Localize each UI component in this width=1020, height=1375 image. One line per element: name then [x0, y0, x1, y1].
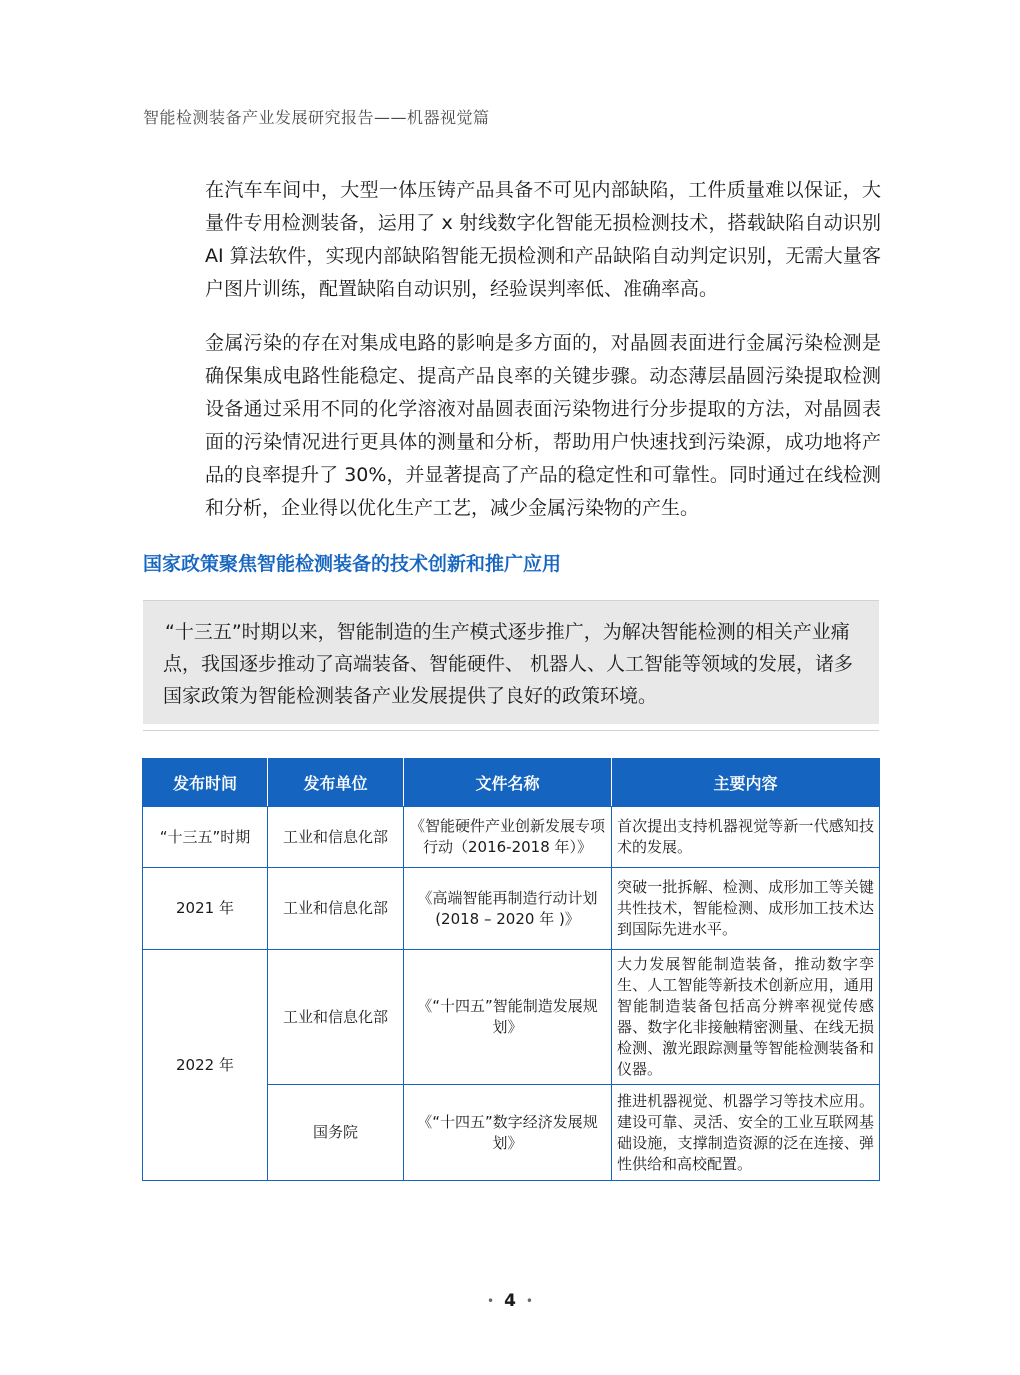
callout-divider	[143, 730, 879, 731]
cell-org: 国务院	[268, 1085, 404, 1181]
cell-period: 2022 年	[143, 950, 268, 1181]
body-paragraph-auto-casting: 在汽车车间中，大型一体压铸产品具备不可见内部缺陷，工件质量难以保证，大量件专用检测装备，运用了 x 射线数字化智能无损检测技术，搭载缺陷自动识别 AI 算法软件，实现内部缺陷智能无损检测和产品缺陷自动判定识别，无需大量客户图片训练，配置缺陷自动识别，经验误判率低、准确率高。	[205, 179, 881, 300]
cell-content: 大力发展智能制造装备，推动数字孪生、人工智能等新技术创新应用，通用智能制造装备包括高分辨率视觉传感器、数字化非接触精密测量、在线无损检测、激光跟踪测量等智能检测装备和仪器。	[612, 950, 880, 1085]
header-issuing-org: 发布单位	[268, 759, 404, 807]
policy-table	[142, 758, 880, 1181]
cell-content: 突破一批拆解、检测、成形加工等关键共性技术，智能检测、成形加工技术达到国际先进水平。	[612, 868, 880, 950]
cell-document: 《智能硬件产业创新发展专项行动（2016-2018 年）》	[404, 807, 612, 868]
callout-text: “十三五”时期以来，智能制造的生产模式逐步推广，为解决智能检测的相关产业痛点，我国逐步推动了高端装备、智能硬件、 机器人、人工智能等领域的发展，诸多国家政策为智能检测装备产业发展提供了良好的政策环境。	[163, 621, 854, 707]
table-header-row	[143, 759, 880, 807]
cell-document: 《高端智能再制造行动计划 (2018 – 2020 年 )》	[404, 868, 612, 950]
table-row	[143, 950, 880, 1085]
cell-period: “十三五”时期	[143, 807, 268, 868]
cell-org: 工业和信息化部	[268, 807, 404, 868]
cell-org: 工业和信息化部	[268, 950, 404, 1085]
header-document-name: 文件名称	[404, 759, 612, 807]
callout-box	[143, 600, 879, 724]
page-number: 4	[504, 1291, 516, 1311]
footer-dot-left: •	[487, 1294, 495, 1308]
cell-content: 推进机器视觉、机器学习等技术应用。建设可靠、灵活、安全的工业互联网基础设施，支撑制造资源的泛在连接、弹性供给和高校配置。	[612, 1085, 880, 1181]
page-footer	[0, 1291, 1020, 1311]
cell-period: 2021 年	[143, 868, 268, 950]
cell-org: 工业和信息化部	[268, 868, 404, 950]
header-release-time: 发布时间	[143, 759, 268, 807]
cell-content: 首次提出支持机器视觉等新一代感知技术的发展。	[612, 807, 880, 868]
footer-dot-right: •	[525, 1294, 533, 1308]
section-heading: 国家政策聚焦智能检测装备的技术创新和推广应用	[143, 553, 562, 575]
running-header: 智能检测装备产业发展研究报告——机器视觉篇	[143, 108, 490, 127]
cell-document: 《“十四五”数字经济发展规划》	[404, 1085, 612, 1181]
body-paragraph-metal-contamination: 金属污染的存在对集成电路的影响是多方面的，对晶圆表面进行金属污染检测是确保集成电路性能稳定、提高产品良率的关键步骤。动态薄层晶圆污染提取检测设备通过采用不同的化学溶液对晶圆表面污染物进行分步提取的方法，对晶圆表面的污染情况进行更具体的测量和分析，帮助用户快速找到污染源，成功地将产品的良率提升了 30%，并显著提高了产品的稳定性和可靠性。同时通过在线检测和分析，企业得以优化生产工艺，减少金属污染物的产生。	[205, 332, 881, 519]
header-main-content: 主要内容	[612, 759, 880, 807]
cell-document: 《“十四五”智能制造发展规划》	[404, 950, 612, 1085]
table-row	[143, 868, 880, 950]
table-row	[143, 807, 880, 868]
